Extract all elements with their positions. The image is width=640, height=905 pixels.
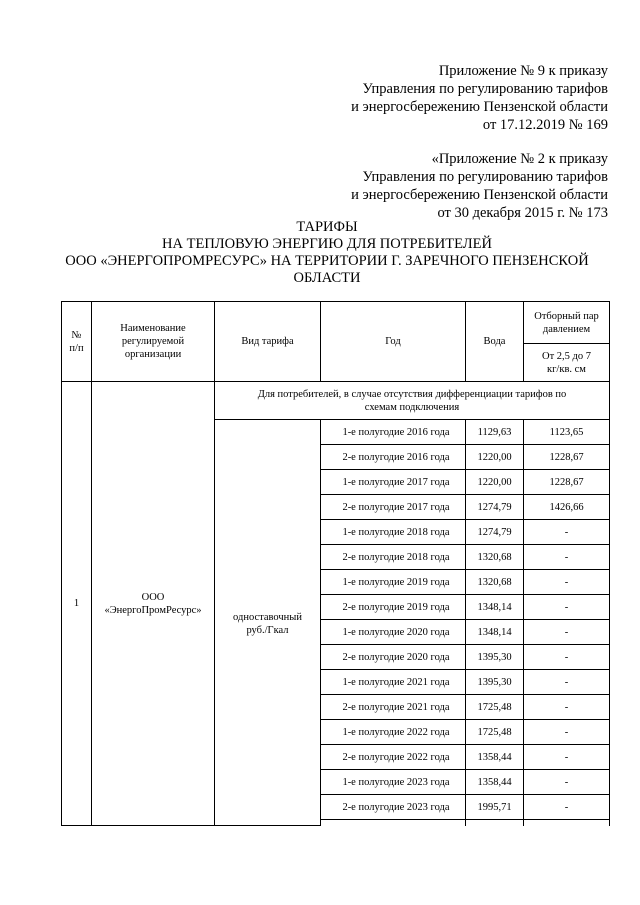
steam-value: -	[524, 620, 610, 645]
col-header-number-line: №	[71, 329, 82, 341]
period-cell: 1-е полугодие 2020 года	[321, 620, 466, 645]
water-value: 1395,30	[466, 645, 524, 670]
title-line: ТАРИФЫ	[296, 219, 358, 235]
period-cell: 2-е полугодие 2017 года	[321, 495, 466, 520]
organization-name-line: ООО	[141, 591, 165, 603]
water-value: 1358,44	[466, 770, 524, 795]
period-cell: 2-е полугодие 2018 года	[321, 545, 466, 570]
water-value: 1274,79	[466, 520, 524, 545]
steam-value: -	[524, 795, 610, 820]
tariff-table	[61, 301, 610, 826]
period-cell: 2-е полугодие 2021 года	[321, 695, 466, 720]
steam-value: 1228,67	[524, 445, 610, 470]
col-header-water: Вода	[466, 302, 524, 382]
period-cell: 2-е полугодие 2022 года	[321, 745, 466, 770]
header-original-line: Управления по регулированию тарифов	[362, 169, 608, 185]
header-current-order	[351, 62, 608, 134]
steam-value: -	[524, 745, 610, 770]
consumers-note-line: Для потребителей, в случае отсутствия дифференциации тарифов по	[257, 388, 567, 400]
period-cell: 1-е полугодие 2021 года	[321, 670, 466, 695]
tariff-type-cell	[215, 420, 321, 826]
consumers-note-row	[62, 382, 610, 420]
period-cell: 1-е полугодие 2016 года	[321, 420, 466, 445]
steam-value: -	[524, 720, 610, 745]
steam-value: -	[524, 520, 610, 545]
water-value: 1220,00	[466, 445, 524, 470]
water-value: 1395,30	[466, 670, 524, 695]
water-value: 1348,14	[466, 620, 524, 645]
steam-cell-continuation	[524, 820, 610, 826]
steam-value: -	[524, 695, 610, 720]
col-header-organization-line: регулируемой	[121, 336, 185, 347]
water-value: 1995,71	[466, 795, 524, 820]
water-value: 1274,79	[466, 495, 524, 520]
period-cell: 2-е полугодие 2016 года	[321, 445, 466, 470]
period-cell-continuation	[321, 820, 466, 826]
water-value: 1358,44	[466, 745, 524, 770]
water-value: 1348,14	[466, 595, 524, 620]
steam-value: -	[524, 595, 610, 620]
period-cell: 1-е полугодие 2019 года	[321, 570, 466, 595]
period-cell: 2-е полугодие 2019 года	[321, 595, 466, 620]
water-value: 1725,48	[466, 695, 524, 720]
period-cell: 1-е полугодие 2022 года	[321, 720, 466, 745]
tariff-type-line: одноставочный	[233, 611, 302, 623]
steam-value: -	[524, 770, 610, 795]
period-cell: 1-е полугодие 2018 года	[321, 520, 466, 545]
water-value: 1320,68	[466, 545, 524, 570]
water-value: 1320,68	[466, 570, 524, 595]
col-header-organization	[92, 302, 215, 382]
steam-value: -	[524, 645, 610, 670]
col-header-steam-pressure-line: кг/кв. см	[547, 363, 586, 375]
header-current-line: Приложение № 9 к приказу	[438, 63, 608, 79]
consumers-note-cell	[215, 382, 610, 420]
steam-value: -	[524, 670, 610, 695]
steam-value: 1426,66	[524, 495, 610, 520]
col-header-number	[62, 302, 92, 382]
table-header-row	[62, 302, 610, 344]
water-value: 1725,48	[466, 720, 524, 745]
col-header-steam	[524, 302, 610, 344]
water-value: 1220,00	[466, 470, 524, 495]
header-current-line: Управления по регулированию тарифов	[362, 81, 608, 97]
header-original-line: от 30 декабря 2015 г. № 173	[437, 205, 608, 221]
col-header-tariff-type: Вид тарифа	[215, 302, 321, 382]
period-cell: 2-е полугодие 2023 года	[321, 795, 466, 820]
water-value: 1129,63	[466, 420, 524, 445]
tariff-type-line: руб./Гкал	[246, 624, 289, 636]
header-original-order	[351, 150, 608, 222]
col-header-steam-pressure-line: От 2,5 до 7	[541, 350, 591, 362]
row-number-cell: 1	[62, 382, 92, 826]
consumers-note-line: схемам подключения	[364, 401, 460, 413]
col-header-organization-line: Наименование	[120, 323, 186, 334]
col-header-steam-line: давлением	[542, 323, 591, 335]
organization-name-cell	[92, 382, 215, 826]
steam-value: -	[524, 570, 610, 595]
col-header-steam-line: Отборный пар	[534, 310, 599, 322]
period-cell: 2-е полугодие 2020 года	[321, 645, 466, 670]
col-header-number-line: п/п	[69, 342, 84, 354]
header-original-line: «Приложение № 2 к приказу	[431, 151, 608, 167]
title-line: ООО «ЭНЕРГОПРОМРЕСУРС» НА ТЕРРИТОРИИ Г. ЗАРЕЧНОГО ПЕНЗЕНСКОЙ	[65, 253, 589, 269]
document-title	[40, 219, 614, 287]
header-original-line: и энергосбережению Пензенской области	[351, 187, 608, 203]
col-header-year: Год	[321, 302, 466, 382]
title-line: НА ТЕПЛОВУЮ ЭНЕРГИЮ ДЛЯ ПОТРЕБИТЕЛЕЙ	[162, 236, 492, 252]
period-cell: 1-е полугодие 2017 года	[321, 470, 466, 495]
steam-value: 1123,65	[524, 420, 610, 445]
organization-name-line: «ЭнергоПромРесурс»	[104, 604, 202, 616]
header-current-line: от 17.12.2019 № 169	[482, 117, 608, 133]
header-current-line: и энергосбережению Пензенской области	[351, 99, 608, 115]
col-header-organization-line: организации	[124, 349, 182, 360]
steam-value: 1228,67	[524, 470, 610, 495]
water-cell-continuation	[466, 820, 524, 826]
steam-value: -	[524, 545, 610, 570]
col-header-steam-pressure	[524, 344, 610, 382]
period-cell: 1-е полугодие 2023 года	[321, 770, 466, 795]
title-line: ОБЛАСТИ	[293, 270, 361, 286]
